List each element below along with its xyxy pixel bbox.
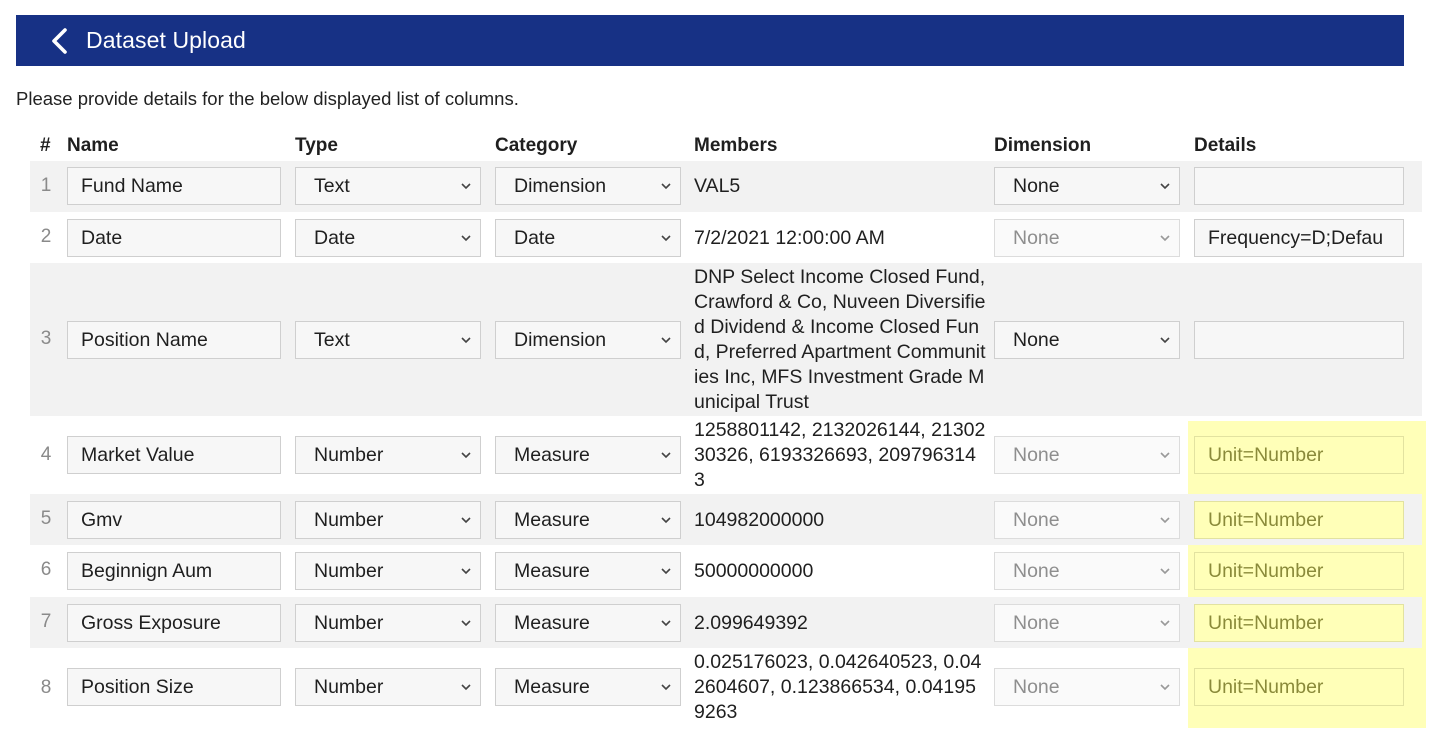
- chevron-down-icon: [660, 618, 672, 628]
- col-header-dimension: Dimension: [994, 135, 1092, 156]
- chevron-down-icon: [660, 515, 672, 525]
- dimension-select-value: None: [1013, 559, 1060, 582]
- column-name-input[interactable]: Beginnign Aum: [67, 552, 281, 590]
- chevron-down-icon: [460, 566, 472, 576]
- chevron-down-icon: [660, 450, 672, 460]
- members-text: 1258801142, 2132026144, 2130230326, 6193326693, 2097963143: [694, 419, 986, 491]
- details-input[interactable]: Unit=Number: [1194, 604, 1404, 642]
- row-number: 6: [40, 559, 52, 580]
- row-number: 2: [40, 226, 52, 247]
- chevron-down-icon: [460, 450, 472, 460]
- members-text: 2.099649392: [694, 612, 808, 634]
- dimension-select[interactable]: [994, 668, 1180, 706]
- dimension-select-value: None: [1013, 328, 1060, 351]
- dimension-select[interactable]: [994, 604, 1180, 642]
- dimension-select-value: None: [1013, 611, 1060, 634]
- chevron-down-icon: [1159, 566, 1171, 576]
- table-row: [30, 161, 1422, 212]
- column-name-input[interactable]: Gross Exposure: [67, 604, 281, 642]
- type-select[interactable]: [295, 668, 481, 706]
- chevron-left-icon[interactable]: [50, 26, 70, 56]
- type-select[interactable]: [295, 219, 481, 257]
- type-select[interactable]: [295, 552, 481, 590]
- category-select-value: Measure: [514, 508, 590, 531]
- column-name-input[interactable]: Gmv: [67, 501, 281, 539]
- chevron-down-icon: [460, 682, 472, 692]
- category-select-value: Measure: [514, 443, 590, 466]
- dimension-select-value: None: [1013, 508, 1060, 531]
- table-row: [30, 648, 1422, 728]
- category-select-value: Dimension: [514, 328, 607, 351]
- table-row: [30, 263, 1422, 416]
- details-input[interactable]: Unit=Number: [1194, 436, 1404, 474]
- type-select-value: Number: [314, 675, 384, 698]
- members-text: 104982000000: [694, 509, 825, 531]
- col-header-members: Members: [694, 135, 778, 156]
- chevron-down-icon: [1159, 233, 1171, 243]
- col-header-category: Category: [495, 135, 578, 156]
- table-row: [30, 545, 1422, 597]
- category-select[interactable]: [495, 321, 681, 359]
- members-text: DNP Select Income Closed Fund, Crawford & Co, Nuveen Diversified Dividend & Income Closed Fund, Preferred Apartment Communities Inc, MFS Investment Grade Municipal Trust: [694, 266, 986, 413]
- details-input[interactable]: [1194, 321, 1404, 359]
- dimension-select[interactable]: [994, 167, 1180, 205]
- row-number: 5: [40, 508, 52, 529]
- category-select[interactable]: [495, 167, 681, 205]
- chevron-down-icon: [660, 335, 672, 345]
- members-text: 50000000000: [694, 560, 814, 582]
- chevron-down-icon: [1159, 181, 1171, 191]
- row-number: 7: [40, 611, 52, 632]
- type-select[interactable]: [295, 167, 481, 205]
- type-select-value: Number: [314, 611, 384, 634]
- row-number: 4: [40, 444, 52, 465]
- category-select[interactable]: [495, 501, 681, 539]
- row-number: 3: [40, 328, 52, 349]
- column-name-input[interactable]: Fund Name: [67, 167, 281, 205]
- type-select-value: Number: [314, 443, 384, 466]
- category-select[interactable]: [495, 552, 681, 590]
- dimension-select-value: None: [1013, 174, 1060, 197]
- dimension-select[interactable]: [994, 552, 1180, 590]
- col-header-type: Type: [295, 135, 338, 156]
- table-row: [30, 212, 1422, 263]
- details-input[interactable]: [1194, 167, 1404, 205]
- type-select-value: Text: [314, 328, 350, 351]
- category-select[interactable]: [495, 219, 681, 257]
- dimension-select-value: None: [1013, 443, 1060, 466]
- row-number: 1: [40, 175, 52, 196]
- col-header-num: #: [40, 135, 51, 156]
- column-name-input[interactable]: Position Size: [67, 668, 281, 706]
- type-select-value: Number: [314, 508, 384, 531]
- members-text: 0.025176023, 0.042640523, 0.042604607, 0.123866534, 0.041959263: [694, 651, 982, 723]
- dimension-select[interactable]: [994, 501, 1180, 539]
- column-name-input[interactable]: Market Value: [67, 436, 281, 474]
- dimension-select-value: None: [1013, 675, 1060, 698]
- chevron-down-icon: [460, 618, 472, 628]
- col-header-details: Details: [1194, 135, 1257, 156]
- category-select-value: Date: [514, 226, 556, 249]
- category-select-value: Dimension: [514, 174, 607, 197]
- chevron-down-icon: [660, 566, 672, 576]
- type-select-value: Number: [314, 559, 384, 582]
- chevron-down-icon: [460, 335, 472, 345]
- row-number: 8: [40, 677, 52, 698]
- chevron-down-icon: [660, 181, 672, 191]
- column-name-input[interactable]: Date: [67, 219, 281, 257]
- details-input[interactable]: Frequency=D;Defau: [1194, 219, 1404, 257]
- column-name-input[interactable]: Position Name: [67, 321, 281, 359]
- details-input[interactable]: Unit=Number: [1194, 552, 1404, 590]
- category-select-value: Measure: [514, 611, 590, 634]
- chevron-down-icon: [660, 233, 672, 243]
- category-select-value: Measure: [514, 559, 590, 582]
- chevron-down-icon: [1159, 450, 1171, 460]
- type-select-value: Text: [314, 174, 350, 197]
- type-select[interactable]: [295, 604, 481, 642]
- table-row: [30, 597, 1422, 648]
- col-header-name: Name: [67, 135, 119, 156]
- type-select[interactable]: [295, 321, 481, 359]
- chevron-down-icon: [1159, 618, 1171, 628]
- page-title: Dataset Upload: [86, 27, 246, 53]
- type-select[interactable]: [295, 436, 481, 474]
- chevron-down-icon: [460, 233, 472, 243]
- details-input[interactable]: Unit=Number: [1194, 501, 1404, 539]
- page-header: [16, 15, 1404, 66]
- type-select[interactable]: [295, 501, 481, 539]
- chevron-down-icon: [1159, 682, 1171, 692]
- chevron-down-icon: [460, 181, 472, 191]
- table-row: [30, 494, 1422, 545]
- chevron-down-icon: [660, 682, 672, 692]
- intro-text: Please provide details for the below displayed list of columns.: [16, 88, 519, 109]
- category-select[interactable]: [495, 668, 681, 706]
- chevron-down-icon: [1159, 515, 1171, 525]
- chevron-down-icon: [1159, 335, 1171, 345]
- category-select[interactable]: [495, 436, 681, 474]
- chevron-down-icon: [460, 515, 472, 525]
- details-input[interactable]: Unit=Number: [1194, 668, 1404, 706]
- dimension-select-value: None: [1013, 226, 1060, 249]
- table-row: [30, 416, 1422, 494]
- category-select-value: Measure: [514, 675, 590, 698]
- category-select[interactable]: [495, 604, 681, 642]
- dimension-select[interactable]: [994, 436, 1180, 474]
- dimension-select[interactable]: [994, 321, 1180, 359]
- type-select-value: Date: [314, 226, 356, 249]
- members-text: 7/2/2021 12:00:00 AM: [694, 227, 885, 249]
- dimension-select[interactable]: [994, 219, 1180, 257]
- members-text: VAL5: [694, 175, 741, 197]
